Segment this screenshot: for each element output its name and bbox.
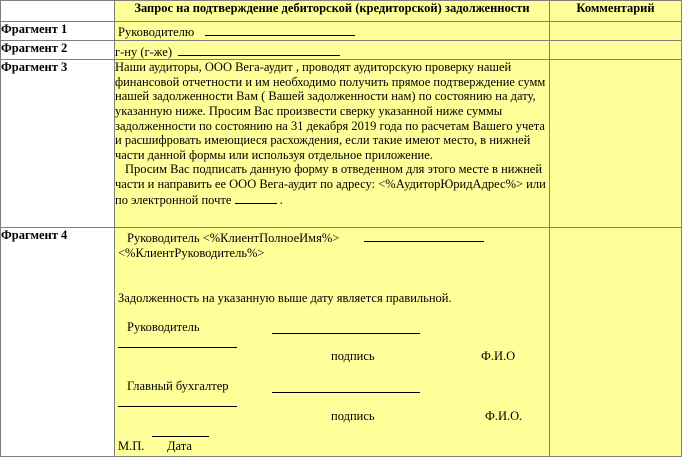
name-blank-line <box>178 44 340 56</box>
email-blank-line <box>235 192 277 204</box>
fragment-3-comment[interactable] <box>550 60 682 228</box>
fragment-2-label: Фрагмент 2 <box>1 40 115 60</box>
client-head-line: Руководитель <%КлиентПолноеИмя%> <box>127 231 340 246</box>
accountant-signature-title: Главный бухгалтер <box>127 379 229 394</box>
fragment-1-text: Руководителю <box>118 25 195 39</box>
director-sign-caption: подпись <box>331 349 375 364</box>
recipient-blank-line <box>205 24 355 36</box>
accountant-signature-line <box>272 392 420 393</box>
director-signature-line <box>272 333 420 334</box>
client-head-blank-line <box>364 241 484 242</box>
fragment-2-content[interactable] <box>115 40 550 60</box>
director-signature-title: Руководитель <box>127 320 200 335</box>
fragment-2-text: г-ну (г-же) <box>115 44 172 59</box>
accountant-name-caption: Ф.И.О. <box>485 409 523 424</box>
stamp-blank-line <box>152 436 209 437</box>
confirmation-text: Задолженность на указанную выше дату является правильной. <box>118 291 452 306</box>
accountant-sign-caption: подпись <box>331 409 375 424</box>
fragment-4-content[interactable] <box>115 228 550 457</box>
fragment-2-comment[interactable] <box>550 40 682 60</box>
fragment-3-period: . <box>279 192 283 207</box>
fragment-1-comment[interactable] <box>550 22 682 41</box>
fragment-3-paragraph-1: Наши аудиторы, ООО Вега-аудит , проводят аудиторскую проверку нашей финансовой отчетности и им необходимо получить прямое подтверждение сумм нашей задолженности Вам ( Вашей задолженности нам) по состоянию на дату, указанную ниже. Просим Вас произвести сверку указанной ниже суммы задолженности по состоянию на 31 декабря 2019 года по расчетам Вашего учета и расшифровать имеющиеся расхождения, если такие имеют место, в нижней части данной формы или используя отдельное приложение. <box>115 60 546 162</box>
fragment-3-content[interactable] <box>115 60 550 228</box>
fragment-1-content[interactable] <box>115 22 550 41</box>
fragment-3-label: Фрагмент 3 <box>1 60 115 228</box>
request-column-header: Запрос на подтверждение дебиторской (кредиторской) задолженности <box>115 1 550 22</box>
fragment-3-paragraph-2 <box>115 162 549 207</box>
director-name-caption: Ф.И.О <box>481 349 516 364</box>
client-director-placeholder: <%КлиентРуководитель%> <box>118 246 265 261</box>
fragment-1-label: Фрагмент 1 <box>1 22 115 41</box>
stamp-label: М.П. <box>118 439 145 454</box>
fragment-3-paragraph-2-text: Просим Вас подписать данную форму в отведенном для этого месте в нижней части и направить ее ООО Вега-аудит по адресу: <%АудиторЮридАдрес%> или по электронной почте <box>115 162 546 207</box>
comment-column-header: Комментарий <box>550 1 682 22</box>
date-label: Дата <box>167 439 192 454</box>
fragment-4-body <box>115 228 549 456</box>
fragment-4-comment[interactable] <box>550 228 682 457</box>
accountant-position-line <box>118 406 237 407</box>
director-position-line <box>118 347 237 348</box>
fragment-4-label: Фрагмент 4 <box>1 228 115 457</box>
header-empty-cell <box>1 1 115 22</box>
